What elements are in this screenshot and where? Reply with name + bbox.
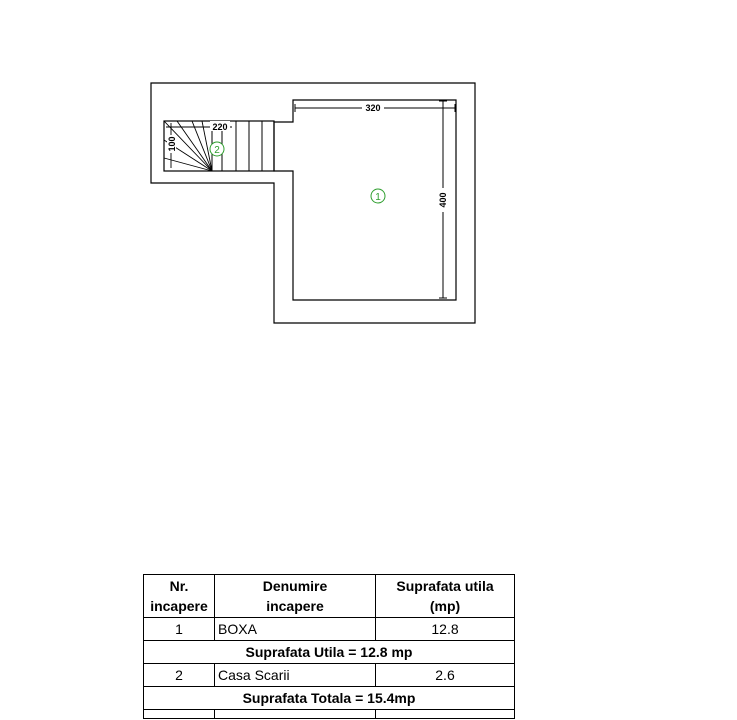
- summary-utila-row: [144, 641, 515, 664]
- row-nr: 2: [144, 664, 215, 687]
- svg-text:2: 2: [214, 145, 220, 156]
- inner-wall: [274, 100, 456, 300]
- header-name: Denumire incapere: [215, 575, 376, 618]
- room-marker-1: [371, 189, 385, 203]
- dimension-stair-length-label: 220: [212, 122, 228, 132]
- table-row: [144, 664, 515, 687]
- row-nr: 1: [144, 618, 215, 641]
- room-marker-2: [210, 142, 224, 156]
- row-name: BOXA: [215, 618, 376, 641]
- outer-wall: [151, 83, 475, 323]
- row-name: Casa Scarii: [215, 664, 376, 687]
- summary-totala: Suprafata Totala = 15.4mp: [144, 687, 515, 710]
- dimension-height-label: 400: [438, 192, 448, 208]
- summary-utila: Suprafata Utila = 12.8 mp: [144, 641, 515, 664]
- header-nr: Nr. incapere: [144, 575, 215, 618]
- header-area: Suprafata utila (mp): [376, 575, 515, 618]
- row-area: 2.6: [376, 664, 515, 687]
- table-row-cut: [144, 710, 515, 719]
- table-row: [144, 618, 515, 641]
- dimension-stair-width-label: 100: [167, 136, 177, 152]
- dimension-width-label: 320: [365, 103, 381, 113]
- svg-text:1: 1: [375, 192, 381, 203]
- room-area-table: [143, 574, 515, 719]
- table-header-row: [144, 575, 515, 618]
- row-area: 12.8: [376, 618, 515, 641]
- summary-totala-row: [144, 687, 515, 710]
